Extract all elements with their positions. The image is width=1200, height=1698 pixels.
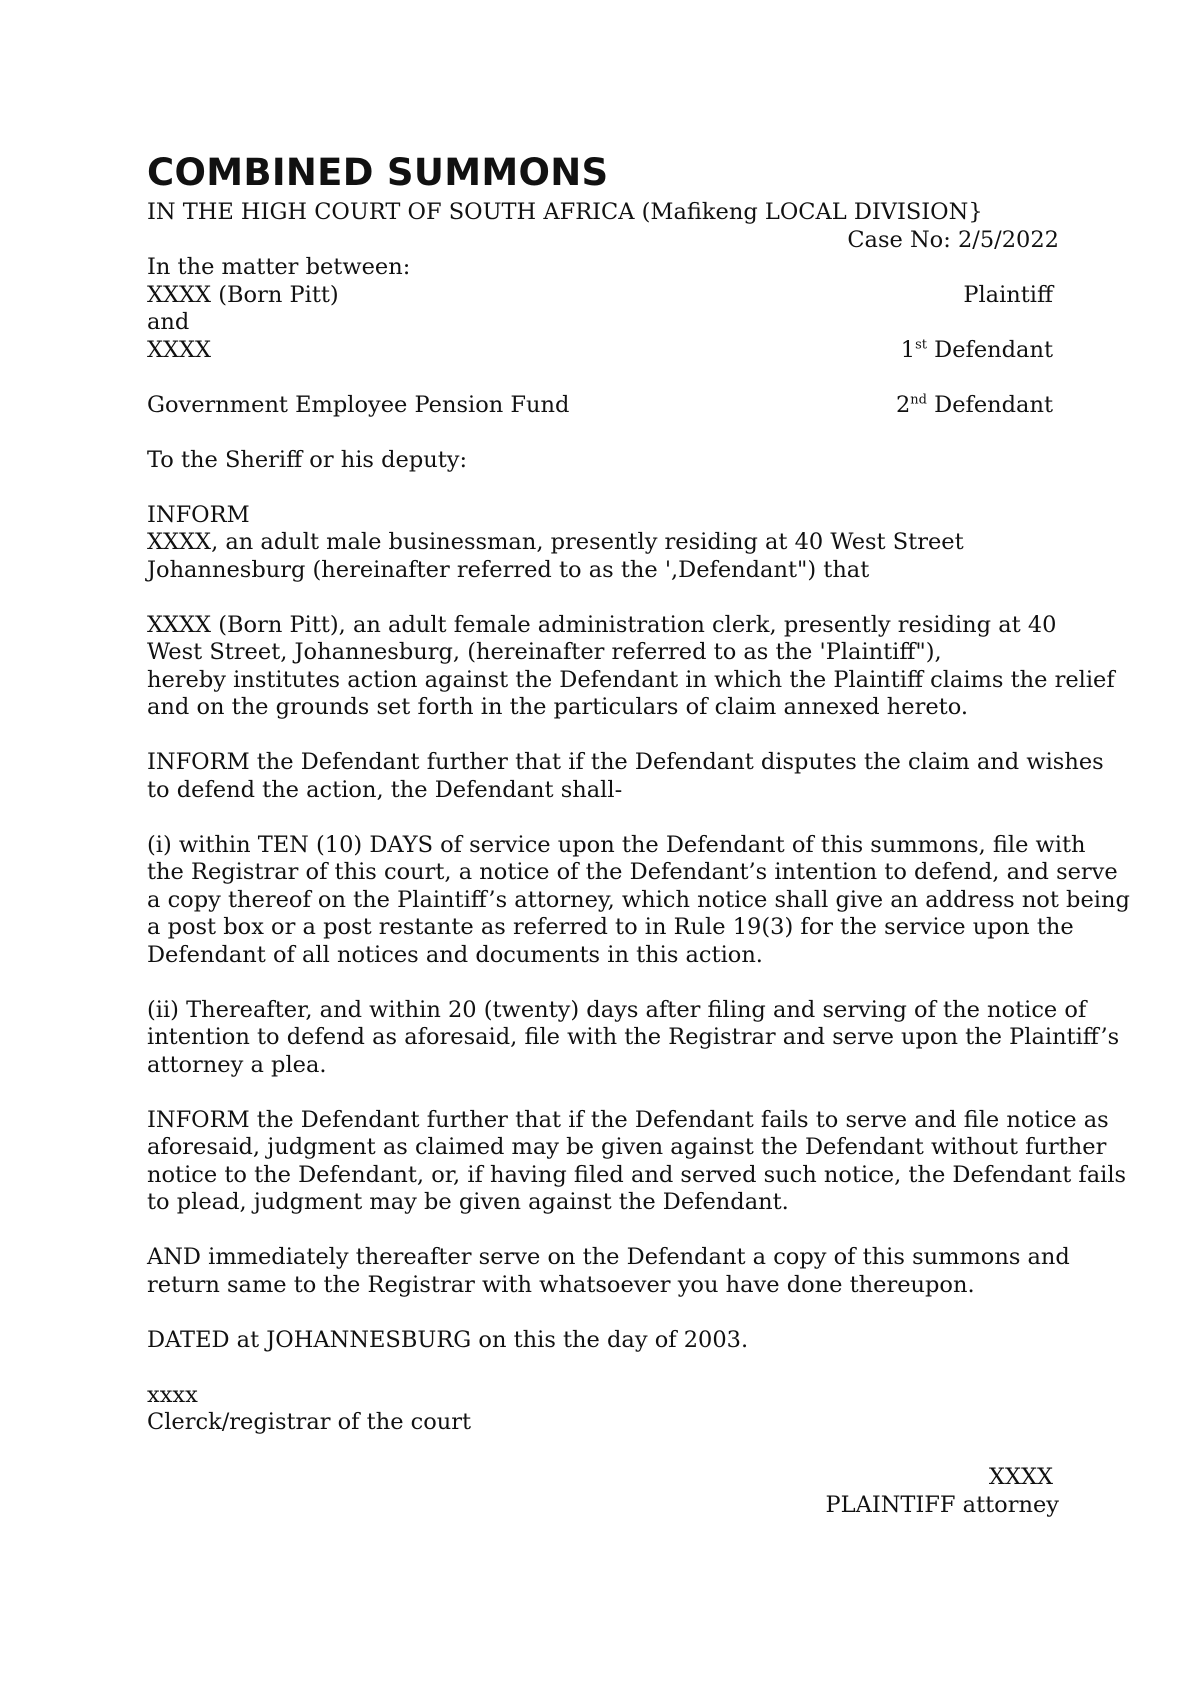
- paragraph-line: (ii) Thereafter, and within 20 (twenty) days after filing and serving of the notice of: [147, 996, 1087, 1023]
- paragraph-line: AND immediately thereafter serve on the Defendant a copy of this summons and: [147, 1244, 1070, 1270]
- case-number: Case No: 2/5/2022: [847, 226, 1059, 253]
- paragraph-item-ii: [147, 996, 1120, 1080]
- document-page: [147, 150, 1130, 1519]
- court-heading: IN THE HIGH COURT OF SOUTH AFRICA (Mafikeng LOCAL DIVISION}: [147, 199, 983, 225]
- document-title: COMBINED SUMMONS: [147, 151, 609, 194]
- to-sheriff: To the Sheriff or his deputy:: [147, 446, 468, 473]
- inform-heading: INFORM: [147, 501, 250, 528]
- signature-title: Clerck/registrar of the court: [147, 1409, 472, 1435]
- defendant-1-ordinal-suffix: st: [915, 337, 927, 352]
- paragraph-line: attorney a plea.: [147, 1051, 327, 1078]
- defendant-2-role-wrap: [896, 392, 1059, 420]
- paragraph-line: notice to the Defendant, or, if having filed and served such notice, the Defendant fails: [147, 1161, 1127, 1188]
- paragraph-line: return same to the Registrar with whatsoever you have done thereupon.: [147, 1271, 975, 1298]
- paragraph-line: (i) within TEN (10) DAYS of service upon the Defendant of this summons, file with: [147, 831, 1086, 858]
- paragraph-item-i: [147, 831, 1130, 970]
- defendant-1-ordinal: 1: [900, 336, 916, 363]
- defendant-1-role: Defendant: [927, 336, 1053, 363]
- attorney-signature-block: [147, 1464, 1059, 1519]
- defendant-2-ordinal-suffix: nd: [910, 392, 927, 407]
- party-row-defendant-1: [147, 337, 1059, 365]
- party-row-defendant-2: [147, 392, 1059, 420]
- signature-name: xxxx: [147, 1381, 198, 1408]
- matter-between: In the matter between:: [147, 254, 411, 280]
- paragraph-line: to plead, judgment may be given against the Defendant.: [147, 1189, 789, 1215]
- paragraph-line: intention to defend as aforesaid, file with the Registrar and serve upon the Plaintiff’s: [147, 1024, 1120, 1050]
- defendant-2-role: Defendant: [927, 391, 1053, 418]
- paragraph-line: the Registrar of this court, a notice of the Defendant’s intention to defend, and serve: [147, 859, 1118, 885]
- defendant-2-name: Government Employee Pension Fund: [147, 391, 570, 418]
- paragraph-line: Johannesburg (hereinafter referred to as the ',Defendant") that: [147, 556, 870, 583]
- plaintiff-name: XXXX (Born Pitt): [147, 281, 339, 308]
- defendant-1-role-wrap: [901, 337, 1059, 365]
- paragraph-line: a copy thereof on the Plaintiff’s attorney, which notice shall give an address not being: [147, 886, 1130, 913]
- paragraph-line: and on the grounds set forth in the particulars of claim annexed hereto.: [147, 694, 969, 720]
- defendant-1-name: XXXX: [147, 336, 212, 363]
- paragraph-inform-further: [147, 749, 1104, 804]
- paragraph-line: a post box or a post restante as referred to in Rule 19(3) for the service upon the: [147, 914, 1074, 940]
- defendant-2-ordinal: 2: [895, 391, 911, 418]
- paragraph-line: XXXX (Born Pitt), an adult female administration clerk, presently residing at 40: [147, 611, 1057, 638]
- paragraph-line: West Street, Johannesburg, (hereinafter referred to as the 'Plaintiff"),: [147, 639, 942, 665]
- registrar-signature-block: [147, 1382, 1059, 1437]
- paragraph-serve-return: [147, 1244, 1070, 1299]
- paragraph-line: to defend the action, the Defendant shall-: [147, 776, 623, 803]
- paragraph-line: Defendant of all notices and documents in this action.: [147, 941, 763, 968]
- paragraph-plaintiff-description: [147, 611, 1115, 722]
- attorney-title: PLAINTIFF attorney: [825, 1491, 1059, 1518]
- plaintiff-role: Plaintiff: [963, 281, 1053, 308]
- paragraph-default-judgment: [147, 1106, 1127, 1217]
- paragraph-defendant-description: [147, 529, 1059, 584]
- dated-line: DATED at JOHANNESBURG on this the day of 2003.: [147, 1326, 749, 1353]
- paragraph-line: hereby institutes action against the Defendant in which the Plaintiff claims the relief: [147, 666, 1115, 693]
- and-text: and: [147, 309, 190, 335]
- paragraph-line: XXXX, an adult male businessman, presently residing at 40 West Street: [147, 529, 964, 555]
- paragraph-line: INFORM the Defendant further that if the Defendant disputes the claim and wishes: [147, 749, 1104, 775]
- attorney-name: XXXX: [988, 1464, 1053, 1490]
- paragraph-line: aforesaid, judgment as claimed may be given against the Defendant without further: [147, 1134, 1107, 1160]
- party-row-plaintiff: [147, 282, 1059, 310]
- paragraph-line: INFORM the Defendant further that if the Defendant fails to serve and file notice as: [147, 1106, 1109, 1133]
